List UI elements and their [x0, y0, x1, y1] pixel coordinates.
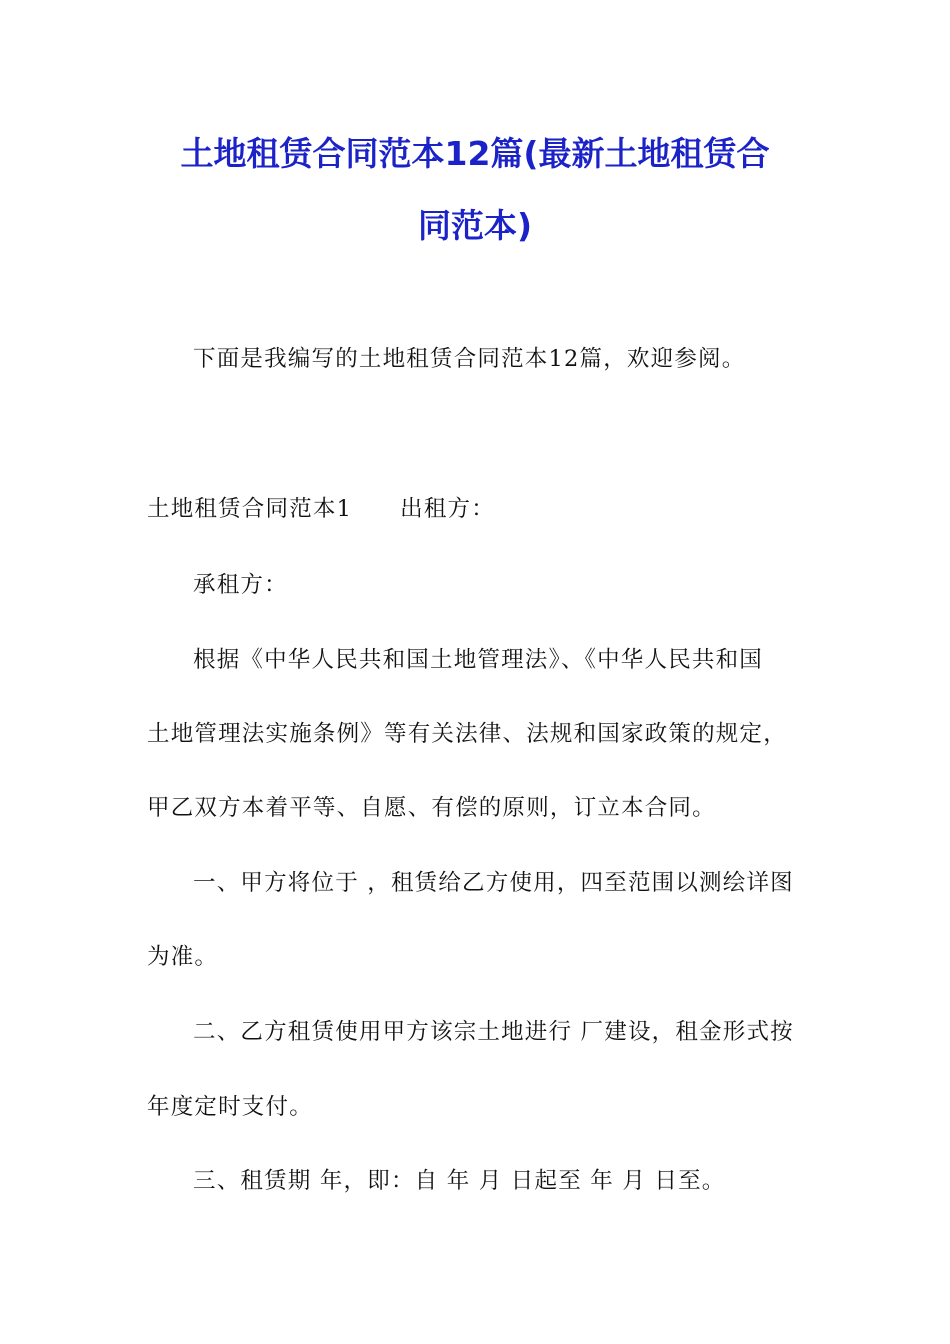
- clause-3-line-1: 三、租赁期 年，即：自 年 月 日起至 年 月 日至。: [193, 1168, 726, 1194]
- clause-2-line-2: 年度定时支付。: [147, 1094, 313, 1120]
- clause-2-line-1: 二、乙方租赁使用甲方该宗土地进行 厂建设，租金形式按: [193, 1019, 794, 1045]
- intro-paragraph: 下面是我编写的土地租赁合同范本12篇，欢迎参阅。: [193, 346, 746, 372]
- preamble-line-3: 甲乙双方本着平等、自愿、有偿的原则，订立本合同。: [147, 795, 716, 821]
- document-title-line-2: 同范本): [417, 206, 533, 245]
- section-heading-row: [147, 494, 817, 524]
- clause-1-line-2: 为准。: [147, 944, 219, 970]
- section-heading: 土地租赁合同范本1: [147, 496, 353, 522]
- preamble-line-1: 根据《中华人民共和国土地管理法》、《中华人民共和国: [193, 647, 764, 673]
- lessee-label: 承租方：: [193, 572, 288, 598]
- document-title-line-1: 土地租赁合同范本12篇(最新土地租赁合: [180, 134, 770, 173]
- preamble-line-2: 土地管理法实施条例》等有关法律、法规和国家政策的规定，: [147, 721, 787, 747]
- lessor-label: 出租方：: [400, 496, 495, 522]
- clause-1-line-1: 一、甲方将位于 ，租赁给乙方使用，四至范围以测绘详图: [193, 870, 794, 896]
